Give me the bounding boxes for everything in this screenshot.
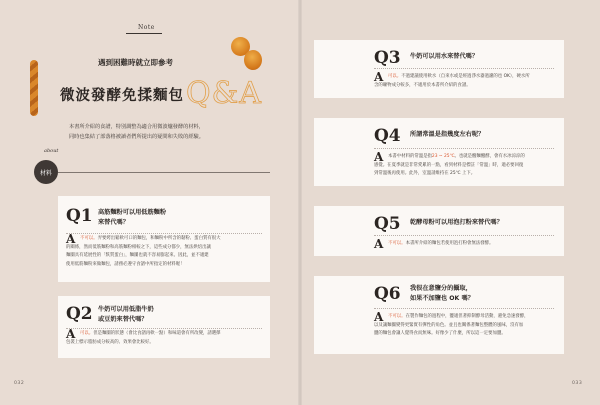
dotted-divider	[374, 235, 554, 236]
question-line: 或豆奶來替代嗎？	[98, 316, 148, 323]
answer-line: 到常溫後再使用。此外，室溫請維持在 25℃ 上下。	[374, 171, 476, 176]
dotted-divider	[374, 308, 554, 309]
answer-line: 在製作麵包的過程中，鹽適但著抑制酵母活動，避免急速發酵，	[405, 314, 529, 319]
qa-card-q6	[314, 276, 564, 354]
question-line: 高筋麵粉可以用低筋麵粉	[98, 209, 167, 216]
answer-letter: A	[374, 70, 384, 84]
question-text	[98, 305, 154, 325]
answer-line: 鹽的麵包會讓人覺得食而無味。好像少了什麼，所以這一定要加鹽。	[374, 331, 506, 336]
question-number: Q2	[66, 304, 93, 324]
question-line: 來替代嗎？	[98, 219, 129, 226]
answer-line: 本書中材料的常溫是指	[388, 154, 432, 159]
answer-text	[66, 330, 266, 347]
dotted-divider	[374, 148, 554, 149]
qa-card-q3	[314, 40, 564, 98]
answer-text	[374, 313, 560, 339]
answer-line: 。也就是醱麵醱酵，會有水冰涼涼的	[454, 154, 525, 159]
answer-text	[374, 73, 558, 90]
right-page	[300, 0, 600, 405]
answer-highlight: 不可以。	[388, 241, 406, 246]
question-text	[410, 52, 478, 62]
note-underline	[126, 33, 162, 34]
answer-line: 的關係，然而低筋麵粉和高筋麵粉相較之下，這些成分都少，無法烘焙出讓	[66, 244, 211, 250]
question-line: 如果不加鹽也 OK 嗎？	[410, 295, 474, 302]
answer-highlight: 不可以。	[80, 236, 98, 241]
qa-card-q4	[314, 118, 564, 186]
answer-line: 麵團具有延展性的「麩質蛋白」，麵團也就不容易膨起來。因此，並不適建	[66, 253, 209, 258]
answer-line: 使用低筋麵粉來做麵包，請務必遵守食譜中所指定的材料喔！	[66, 261, 185, 267]
question-number: Q6	[374, 284, 401, 304]
answer-line: 不過建議使用軟水（自來水或是經過淨水器過濾的也 OK），硬水所	[401, 74, 530, 79]
page-title: 微波發酵免揉麵包	[60, 88, 184, 104]
note-label: Note	[138, 24, 155, 31]
answer-line: 感覺。在夏季就是非常愛累的一點，看到材料是標註「常溫」時，適必要回復	[374, 162, 524, 168]
page-subtitle: 遇到困難時就立即參考	[98, 58, 173, 67]
category-divider	[58, 172, 270, 173]
qa-card-q1	[58, 196, 270, 282]
twisted-bread-icon	[30, 60, 38, 116]
page-number: 033	[572, 381, 583, 386]
answer-highlight: 23 ~ 25℃	[431, 154, 455, 159]
answer-line: 但是麵團的狀態（會比食譜再軟一點）和味道會有所改變，請選擇	[93, 331, 221, 336]
answer-text	[66, 235, 266, 269]
qa-card-q5	[314, 206, 564, 256]
intro-paragraph	[69, 122, 254, 142]
answer-line: 本書所介紹的麵包若使用泡打粉會無法發酵。	[405, 241, 494, 246]
question-text	[410, 130, 484, 140]
question-number: Q1	[66, 206, 93, 226]
answer-highlight: 可以。	[388, 74, 402, 79]
book-gutter	[298, 0, 302, 405]
question-line: 所謂常溫是指幾度左右呢？	[410, 131, 485, 138]
answer-highlight: 不可以。	[388, 314, 406, 319]
about-label: about	[44, 148, 59, 154]
question-line: 乾酵母粉可以用泡打粉來替代嗎？	[410, 219, 503, 226]
page-number: 032	[14, 381, 25, 386]
question-text	[98, 208, 166, 228]
answer-line: 弄要烤出鬆軟可口的麵包，和麵粉中所含的黏粉、蛋白質有很大	[97, 236, 221, 241]
question-text	[410, 284, 474, 304]
answer-letter: A	[66, 232, 76, 246]
answer-text	[374, 153, 560, 179]
question-text	[410, 218, 503, 228]
question-number: Q4	[374, 126, 401, 146]
answer-line: 含的礦物成分較多，不適用於本書所介紹的食譜。	[374, 82, 471, 88]
answer-highlight: 可以。	[80, 331, 94, 336]
answer-letter: A	[374, 150, 384, 164]
qa-decorative-title: Q&A	[186, 76, 262, 111]
dotted-divider	[374, 68, 554, 69]
question-line: 牛奶可以用低脂牛奶	[98, 306, 154, 313]
answer-line: 以及讓麵團變得更緊實有彈性的角色。並且也關係著麵包整體的風味，沒有加	[374, 322, 524, 328]
answer-letter: A	[66, 327, 76, 341]
question-number: Q3	[374, 48, 401, 68]
dotted-divider	[66, 233, 262, 234]
category-label: 材料	[39, 169, 52, 177]
dotted-divider	[66, 328, 262, 329]
intro-line: 本書所介紹的食譜，特別調整為適合用微波爐發酵的材料，	[69, 124, 204, 130]
question-number: Q5	[374, 214, 401, 234]
qa-card-q2	[58, 296, 270, 358]
category-badge	[34, 160, 58, 184]
answer-letter: A	[374, 310, 384, 324]
intro-line: 同時也集結了部落格被讀者們所提出的疑問和失敗的經驗。	[69, 134, 204, 140]
question-line: 我很在意鹽分的攝取，	[410, 285, 472, 292]
answer-letter: A	[374, 237, 384, 251]
answer-line: 包裝上標示脂肪成分較高的、效果會比較好。	[66, 339, 154, 345]
question-line: 牛奶可以用水來替代嗎？	[410, 53, 479, 60]
answer-text	[388, 240, 558, 249]
bread-roll-icon	[244, 50, 262, 70]
